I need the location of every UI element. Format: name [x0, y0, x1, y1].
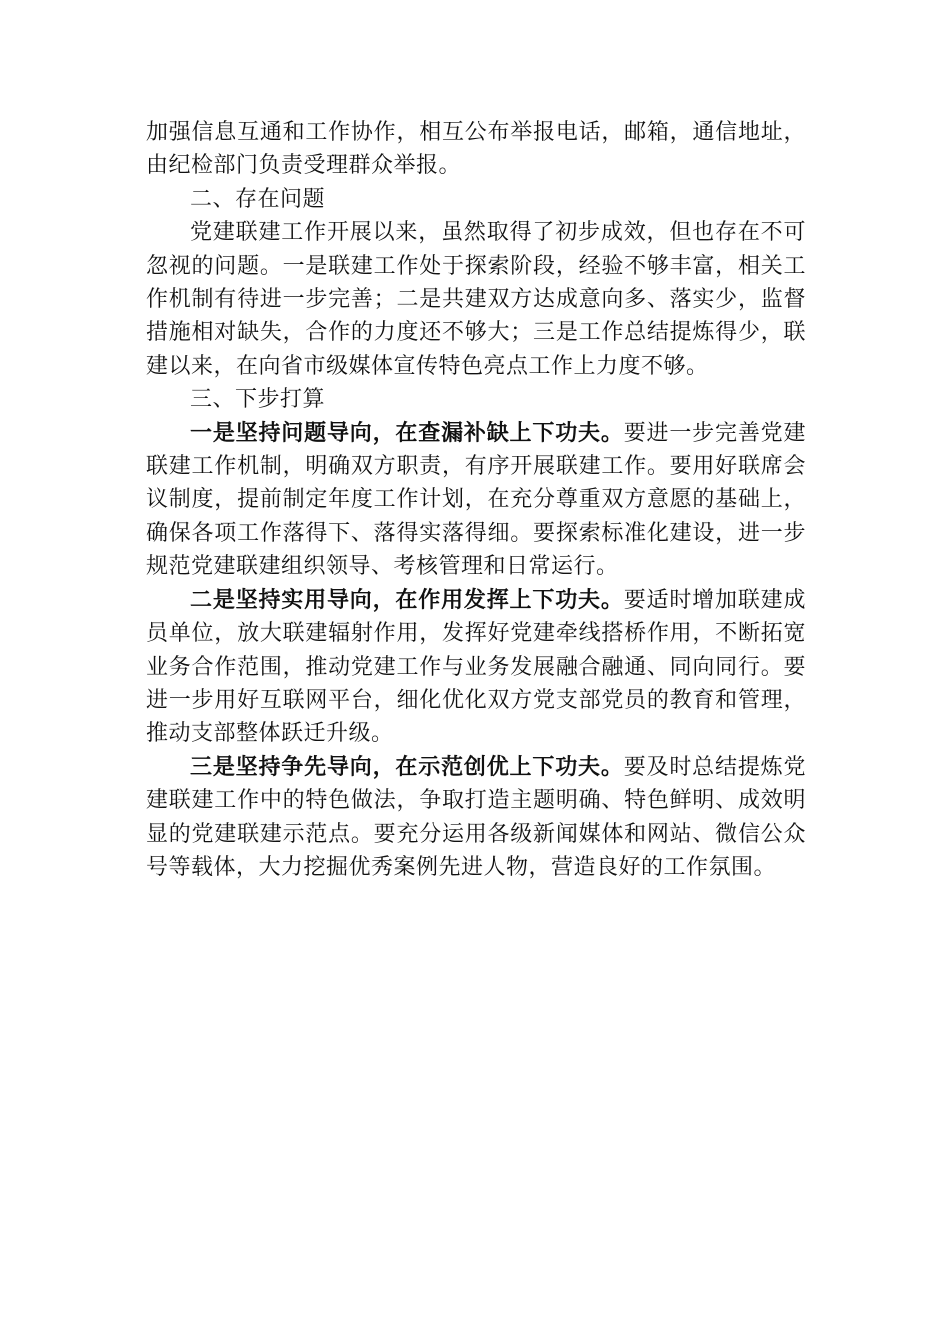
paragraph-body-1: 要进一步完善党建联建工作机制，明确双方职责，有序开展联建工作。要用好联席会议制度，提前制定年度工作计划，在充分尊重双方意愿的基础上，确保各项工作落得下、落得实落得细。要探索标准化建设，进一步规范党建联建组织领导、考核管理和日常运行。: [146, 420, 806, 580]
paragraph-practical-oriented: [146, 584, 806, 751]
paragraph-continued: 加强信息互通和工作协作，相互公布举报电话，邮箱，通信地址，由纪检部门负责受理群众举报。: [146, 120, 806, 179]
section-heading-problems: 二、存在问题: [190, 186, 326, 212]
paragraph-body-3: 要及时总结提炼党建联建工作中的特色做法，争取打造主题明确、特色鲜明、成效明显的党建联建示范点。要充分运用各级新闻媒体和网站、微信公众号等载体，大力挖掘优秀案例先进人物，营造良好的工作氛围。: [146, 754, 806, 880]
paragraph-problems: 党建联建工作开展以来，虽然取得了初步成效，但也存在不可忽视的问题。一是联建工作处于探索阶段，经验不够丰富，相关工作机制有待进一步完善；二是共建双方达成意向多、落实少，监督措施相对缺失，合作的力度还不够大；三是工作总结提炼得少，联建以来，在向省市级媒体宣传特色亮点工作上力度不够。: [146, 220, 806, 379]
paragraph-problem-oriented: [146, 417, 806, 584]
paragraph-body-2: 要适时增加联建成员单位，放大联建辐射作用，发挥好党建牵线搭桥作用，不断拓宽业务合作范围，推动党建工作与业务发展融合融通、同向同行。要进一步用好互联网平台，细化优化双方党支部党员的教育和管理，推动支部整体跃迁升级。: [146, 587, 806, 747]
paragraph-lead-1: 一是坚持问题导向，在查漏补缺上下功夫。: [190, 419, 624, 446]
paragraph-excellence-oriented: [146, 751, 806, 885]
paragraph-lead-3: 三是坚持争先导向，在示范创优上下功夫。: [190, 753, 624, 780]
document-page: [146, 116, 806, 884]
paragraph-lead-2: 二是坚持实用导向，在作用发挥上下功夫。: [190, 586, 624, 613]
section-heading-next-steps: 三、下步打算: [190, 387, 326, 413]
